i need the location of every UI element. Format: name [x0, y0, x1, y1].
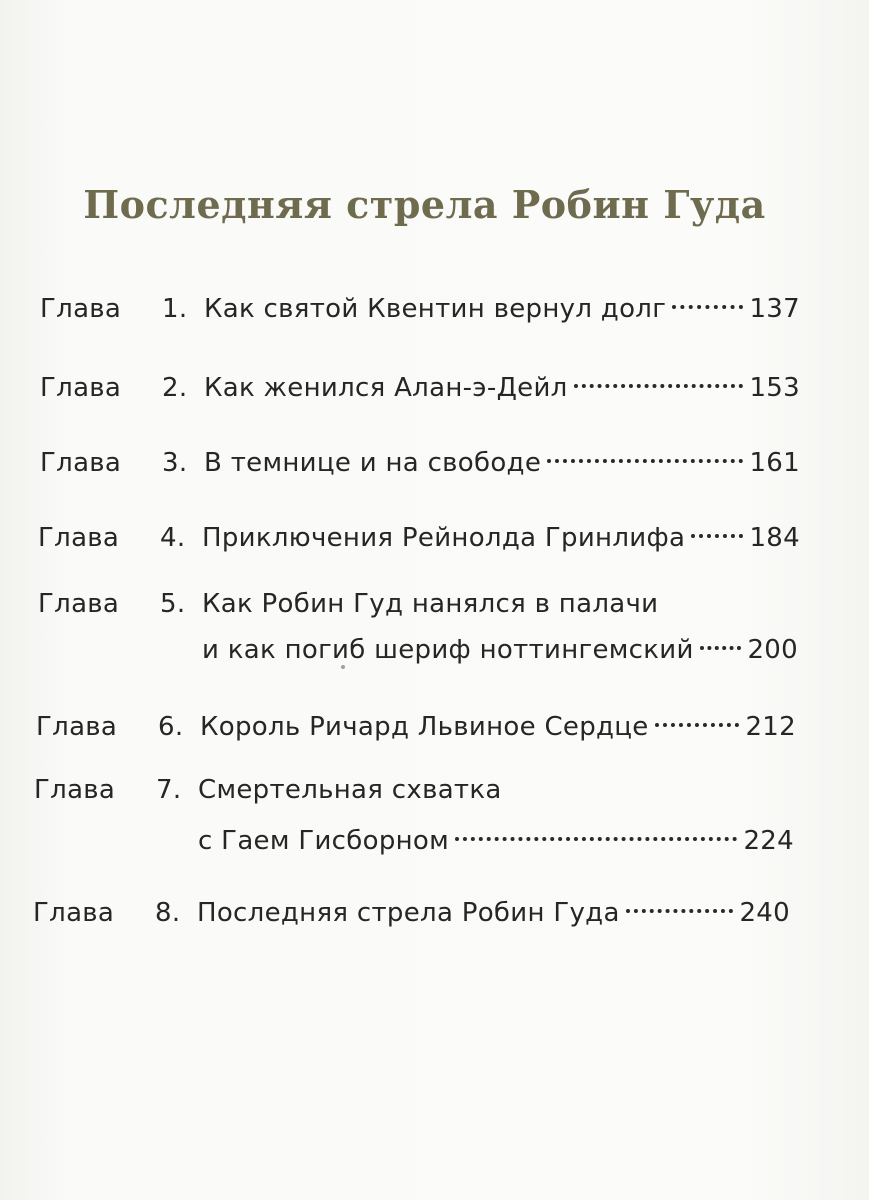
toc-entry-6 — [36, 701, 796, 744]
chapter-number: 6. — [158, 712, 184, 742]
toc-entry-2 — [40, 362, 800, 405]
chapter-title: Как святой Квентин вернул долг — [204, 294, 667, 324]
chapter-title: Смертельная схватка — [198, 775, 502, 805]
chapter-title: Приключения Рейнолда Гринлифа — [202, 523, 686, 553]
chapter-title: В темнице и на свободе — [204, 448, 542, 478]
page-number: 161 — [749, 448, 800, 478]
chapter-number: 8. — [155, 898, 181, 928]
page-title: Последняя стрела Робин Гуда — [83, 182, 766, 227]
chapter-title: Как женился Алан-э-Дейл — [204, 373, 568, 403]
chapter-number: 1. — [162, 294, 188, 324]
chapter-label: Глава — [40, 373, 122, 403]
chapter-title: Последняя стрела Робин Гуда — [197, 898, 620, 928]
chapter-title-continuation: с Гаем Гисборном — [198, 826, 450, 856]
chapter-title-continuation: и как погиб шериф ноттингемский — [202, 635, 694, 665]
chapter-label: Глава — [33, 898, 115, 928]
dot-leader — [626, 887, 734, 921]
toc-entry-5 — [38, 587, 798, 667]
dot-leader — [455, 815, 737, 849]
chapter-title: Как Робин Гуд нанялся в палачи — [202, 589, 659, 619]
page-number: 137 — [749, 294, 800, 324]
toc-entry-1 — [40, 283, 800, 326]
chapter-label: Глава — [38, 589, 120, 619]
toc-entry-8 — [33, 887, 790, 930]
toc-entry-3 — [40, 437, 800, 480]
chapter-number: 7. — [156, 775, 182, 805]
dot-leader — [574, 362, 744, 396]
page-number: 212 — [745, 712, 796, 742]
toc-entry-7 — [34, 773, 794, 858]
chapter-number: 3. — [162, 448, 188, 478]
dot-leader — [547, 437, 743, 471]
dot-leader — [700, 624, 742, 658]
page-number: 200 — [747, 635, 798, 665]
page-number: 153 — [749, 373, 800, 403]
chapter-label: Глава — [36, 712, 118, 742]
dot-leader — [672, 283, 743, 317]
chapter-label: Глава — [34, 775, 116, 805]
dot-leader — [691, 512, 743, 546]
page-number: 224 — [743, 826, 794, 856]
toc-entry-4 — [38, 512, 800, 555]
chapter-title: Король Ричард Львиное Сердце — [200, 712, 649, 742]
chapter-label: Глава — [38, 523, 120, 553]
page-number: 184 — [749, 523, 800, 553]
chapter-label: Глава — [40, 294, 122, 324]
chapter-number: 2. — [162, 373, 188, 403]
chapter-label: Глава — [40, 448, 122, 478]
page-number: 240 — [739, 898, 790, 928]
chapter-number: 4. — [160, 523, 186, 553]
dot-leader — [655, 701, 740, 735]
chapter-number: 5. — [160, 589, 186, 619]
